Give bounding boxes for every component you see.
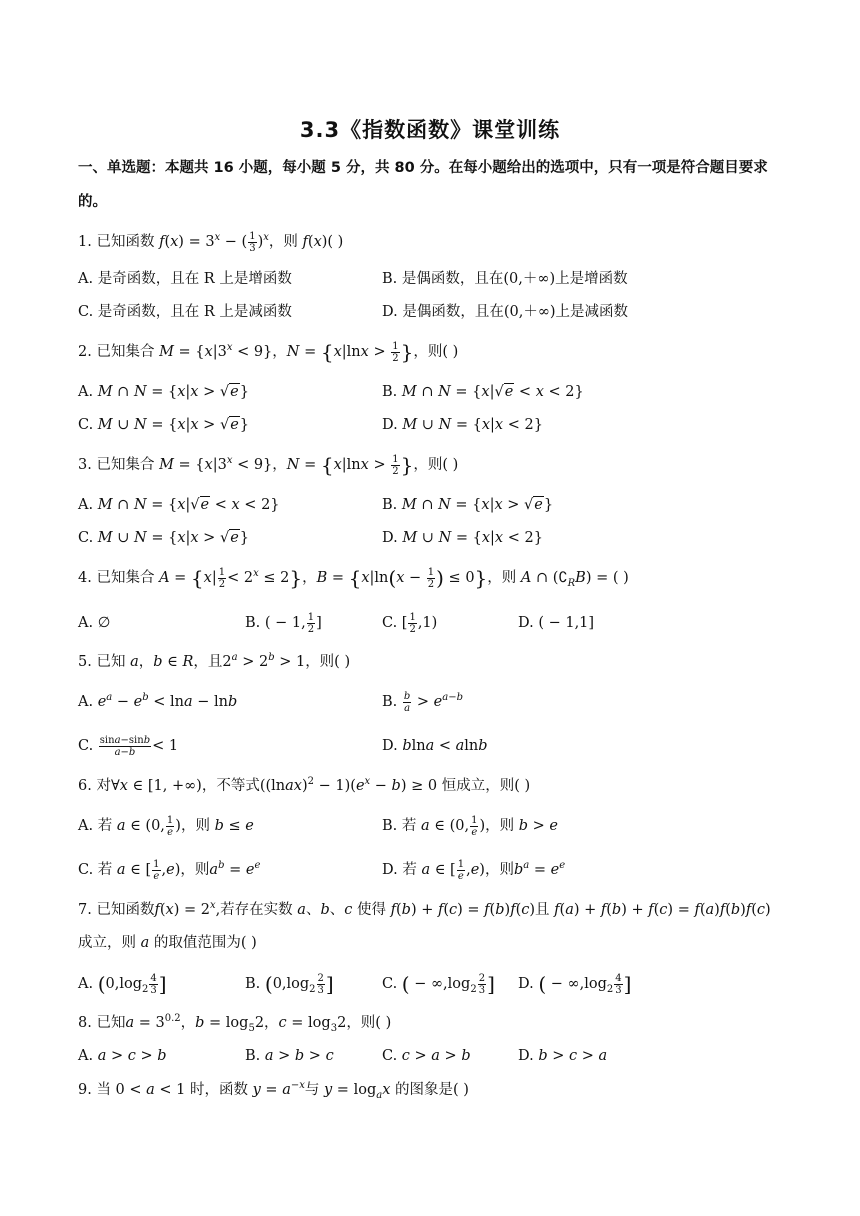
page-title: 3.3《指数函数》课堂训练 — [299, 118, 561, 142]
section-heading — [78, 151, 788, 219]
question-8-option-a[interactable]: A. a > c > b — [78, 1048, 167, 1064]
question-6-option-c[interactable]: C. 若 a ∈ [ $\frac{1}{e}$ ,e)，则$a^b = e^e$ — [78, 858, 261, 882]
question-3-option-c[interactable]: C. M ∪ N = {x|x > √e} — [78, 530, 250, 546]
question-4-stem: 4. 已知集合 A = {x| $\frac{1}{2}$ < $2^x \le 2$}，B = {x|ln(x − $\frac{1}{2}$ ) ≤ 0}，则 A ∩ $(∁_RB)$ = ( ) — [78, 566, 629, 590]
question-6-option-b[interactable]: B. 若 a ∈ (0, $\frac{1}{e}$ )，则 b > e — [382, 814, 559, 838]
question-3-options-row1 — [78, 490, 798, 520]
question-2-options-row2 — [78, 410, 798, 440]
question-8-stem: 8. 已知$a = 3^{0.2}$，$b = \log_52$，$c = \log_32$，则( ) — [78, 1013, 392, 1034]
question-6-stem: 6. 对∀x ∈ [1, +∞)，不等式((lnax)$^2$ − $1)(e^x - b) \ge 0$ 恒成立，则( ) — [78, 776, 531, 794]
question-2-option-b[interactable]: B. M ∩ N = {x|√e < x < 2} — [382, 384, 584, 400]
question-5-option-d[interactable]: D. blna < alnb — [382, 738, 488, 754]
question-5-option-a[interactable]: A. $e^a - e^b < \ln a - \ln b$ — [78, 692, 238, 710]
question-2-options-row1 — [78, 377, 798, 407]
question-4-option-b[interactable]: B. ( − 1, $\frac{1}{2}$ ] — [245, 611, 322, 635]
question-6-options-row1 — [78, 811, 798, 841]
question-4-option-d[interactable]: D. ( − 1,1] — [518, 615, 595, 631]
question-1-options-row1 — [78, 264, 798, 294]
question-2-option-d[interactable]: D. M ∪ N = {x|x < 2} — [382, 417, 543, 433]
question-3-options-row2 — [78, 523, 798, 553]
question-8-option-d[interactable]: D. b > c > a — [518, 1048, 608, 1064]
question-9-stem: 9. 当 0 < a < 1 时，函数 $y = a^{-x}$与 $y = \log_ax$ 的图象是( ) — [78, 1080, 469, 1101]
question-8-options — [78, 1041, 798, 1071]
question-8-option-b[interactable]: B. a > b > c — [245, 1048, 334, 1064]
question-5-stem: 5. 已知 a，b ∈ R，且$2^a > 2^b > 1$，则( ) — [78, 652, 351, 670]
question-4-option-c[interactable]: C. [ $\frac{1}{2}$ ,1) — [382, 611, 438, 635]
question-1-option-d[interactable]: D. 是偶函数，且在(0,＋∞)上是减函数 — [382, 304, 629, 320]
question-1-options-row2 — [78, 297, 798, 327]
question-6-option-a[interactable]: A. 若 a ∈ (0, $\frac{1}{e}$ )，则 b ≤ e — [78, 814, 254, 838]
question-2-option-a[interactable]: A. M ∩ N = {x|x > √e} — [78, 384, 249, 400]
question-3-option-b[interactable]: B. M ∩ N = {x|x > √e} — [382, 497, 554, 513]
question-5-options-row2 — [78, 731, 798, 761]
question-2-stem: 2. 已知集合 $M = \{x|3^x < 9\}$，N = {x|lnx > $\frac{1}{2}$ }，则( ) — [78, 340, 459, 364]
question-1-option-b[interactable]: B. 是偶函数，且在(0,＋∞)上是增函数 — [382, 271, 628, 287]
question-5-options-row1 — [78, 687, 798, 717]
question-6-option-d[interactable]: D. 若 a ∈ [ $\frac{1}{e}$ ,e)，则$b^a = e^e$ — [382, 858, 566, 882]
question-5-option-b[interactable]: B. $\frac{b}{a}$ > $e^{a-b}$ — [382, 690, 463, 714]
question-7-option-c[interactable]: C. ( − $\infty,\log_2$ $\frac{2}{3}$ ] — [382, 972, 495, 996]
question-1-stem: 1. 已知函数 $f(x) = 3^x$ − ( $\frac{1}{3}$ )$^x$，则 f(x)( ) — [78, 230, 344, 254]
question-7-option-b[interactable]: B. ($0,\log_2$ $\frac{2}{3}$ ] — [245, 972, 334, 996]
section-heading-line1: 一、单选题：本题共 16 小题，每小题 5 分，共 80 分。在每小题给出的选项中，只有一项是符合题目要求 — [78, 160, 768, 176]
question-7-stem-line2: 成立，则 a 的取值范围为( ) — [78, 935, 257, 951]
question-7-option-d[interactable]: D. ( − $\infty,\log_2$ $\frac{4}{3}$ ] — [518, 972, 632, 996]
question-7-option-a[interactable]: A. ($0,\log_2$ $\frac{4}{3}$ ] — [78, 972, 167, 996]
question-6-options-row2 — [78, 855, 798, 885]
question-8-option-c[interactable]: C. c > a > b — [382, 1048, 471, 1064]
question-5-option-c[interactable]: C. $\frac{\sin a-\sin b}{a-b}$ < 1 — [78, 734, 179, 758]
question-3-option-d[interactable]: D. M ∪ N = {x|x < 2} — [382, 530, 543, 546]
question-4-options — [78, 608, 798, 638]
question-7-stem-line1: 7. 已知函数$f(x) = 2^x$,若存在实数 a、b、c 使得 f(b) + f(c) = f(b)f(c)且 f(a) + f(b) + f(c) = f(a)f(b)f(c) — [78, 900, 771, 918]
question-7-options — [78, 969, 798, 999]
question-4-option-a[interactable]: A. ∅ — [78, 615, 111, 631]
section-heading-line2: 的。 — [78, 194, 107, 210]
question-1-option-a[interactable]: A. 是奇函数，且在 R 上是增函数 — [78, 271, 292, 287]
question-3-stem: 3. 已知集合 $M = \{x|3^x < 9\}$，N = {x|lnx > $\frac{1}{2}$ }，则( ) — [78, 453, 459, 477]
question-2-option-c[interactable]: C. M ∪ N = {x|x > √e} — [78, 417, 250, 433]
question-1-option-c[interactable]: C. 是奇函数，且在 R 上是减函数 — [78, 304, 292, 320]
question-3-option-a[interactable]: A. M ∩ N = {x|√e < x < 2} — [78, 497, 280, 513]
